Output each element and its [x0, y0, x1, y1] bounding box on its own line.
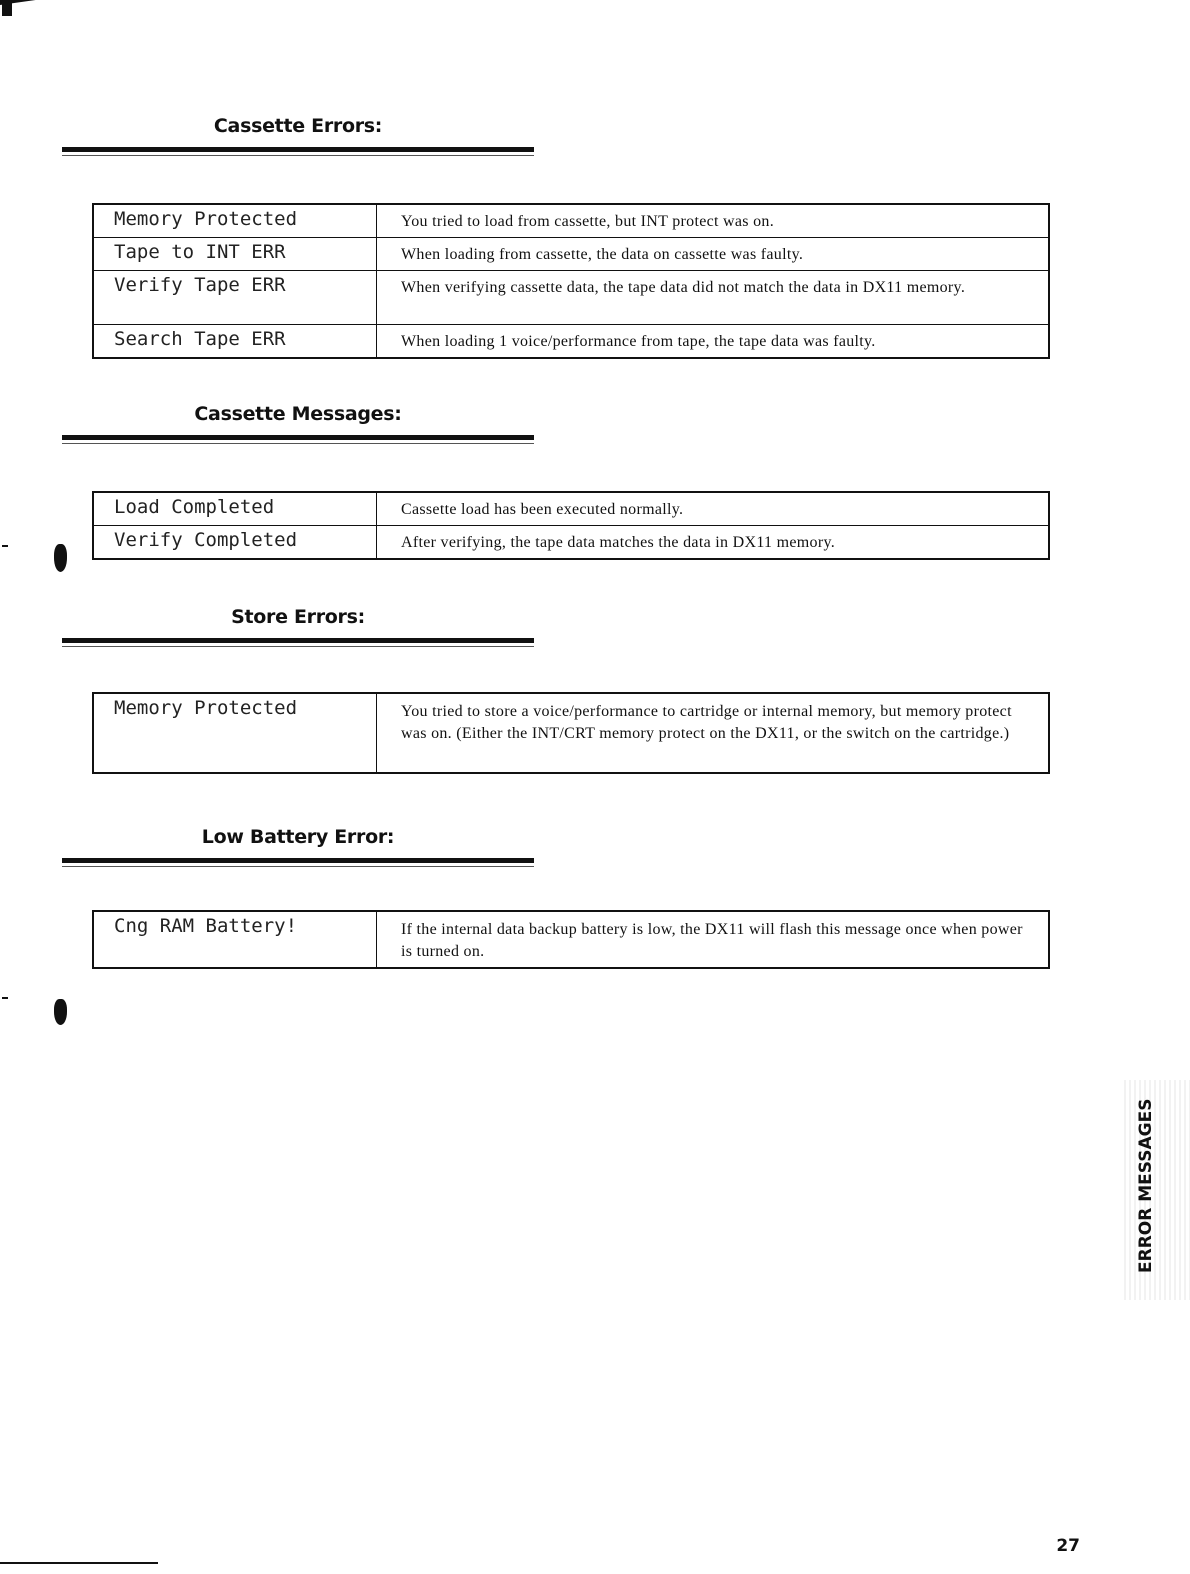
message-description: You tried to load from cassette, but INT protect was on. [377, 204, 1050, 238]
scan-mark-top-left-tail [2, 2, 12, 16]
table-row [93, 911, 1049, 968]
table-row [93, 492, 1049, 526]
table-row [93, 693, 1049, 773]
message-table [92, 692, 1050, 774]
message-code: Cng RAM Battery! [93, 911, 377, 968]
table-row [93, 325, 1049, 359]
binding-hole-2 [54, 999, 67, 1025]
table-row [93, 526, 1049, 560]
table-row [93, 204, 1049, 238]
scan-mark-left-2 [2, 997, 8, 999]
section-heading: Low Battery Error: [201, 826, 395, 848]
scan-mark-bottom [0, 1562, 158, 1564]
message-code: Tape to INT ERR [93, 238, 377, 271]
message-description: Cassette load has been executed normally. [377, 492, 1050, 526]
heading-rule [62, 638, 534, 647]
side-tab-label: ERROR MESSAGES [1136, 1098, 1156, 1274]
message-code: Load Completed [93, 492, 377, 526]
message-table [92, 910, 1050, 969]
heading-rule [62, 147, 534, 156]
heading-rule [62, 858, 534, 867]
message-code: Verify Completed [93, 526, 377, 560]
section-heading: Store Errors: [231, 606, 365, 628]
message-code: Search Tape ERR [93, 325, 377, 359]
message-code: Verify Tape ERR [93, 271, 377, 325]
binding-hole-1 [54, 544, 67, 572]
scan-mark-left-1 [2, 545, 8, 547]
message-table [92, 491, 1050, 560]
section-heading: Cassette Errors: [213, 115, 383, 137]
heading-rule [62, 435, 534, 444]
message-description: You tried to store a voice/performance to cartridge or internal memory, but memory protect was on. (Either the INT/CRT memory protect on the DX11, or the switch on the cartridge.) [377, 693, 1050, 773]
message-description: When verifying cassette data, the tape data did not match the data in DX11 memory. [377, 271, 1050, 325]
table-row [93, 271, 1049, 325]
page-number: 27 [1056, 1536, 1080, 1556]
message-description: When loading 1 voice/performance from tape, the tape data was faulty. [377, 325, 1050, 359]
message-code: Memory Protected [93, 204, 377, 238]
message-description: If the internal data backup battery is low, the DX11 will flash this message once when power is turned on. [377, 911, 1050, 968]
message-description: When loading from cassette, the data on cassette was faulty. [377, 238, 1050, 271]
section-heading: Cassette Messages: [194, 403, 402, 425]
table-row [93, 238, 1049, 271]
message-table [92, 203, 1050, 359]
message-description: After verifying, the tape data matches the data in DX11 memory. [377, 526, 1050, 560]
message-code: Memory Protected [93, 693, 377, 773]
